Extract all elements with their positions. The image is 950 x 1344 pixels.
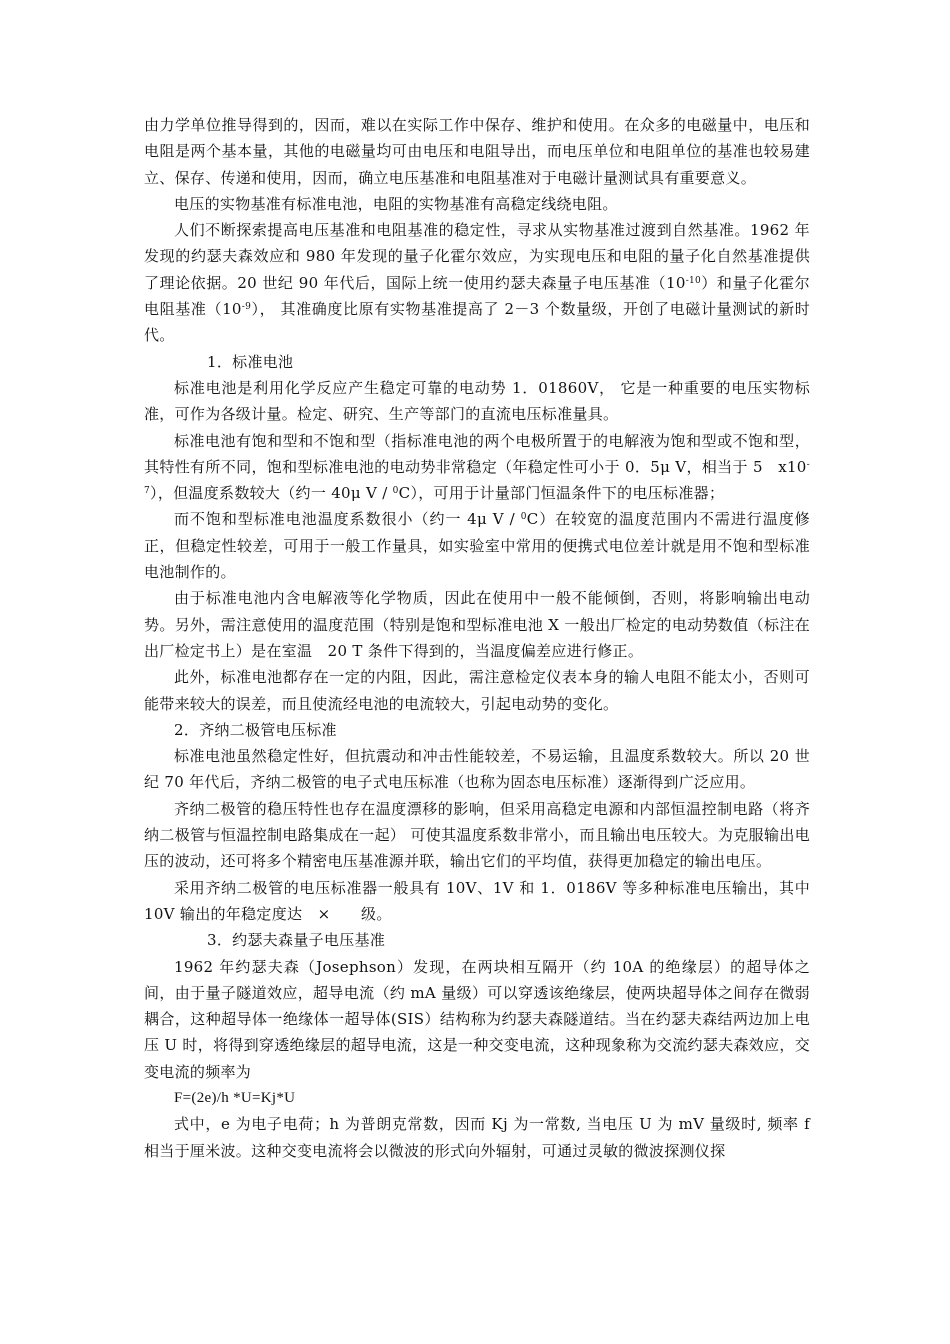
paragraph-3-part-b: ）和量子化霍尔电阻基准（10 xyxy=(144,273,810,319)
paragraph-5 xyxy=(144,428,810,507)
document-page xyxy=(144,112,810,1164)
exponent: 0 xyxy=(392,486,399,497)
paragraph-10: 齐纳二极管的稳压特性也存在温度漂移的影响，但采用高稳定电源和内部恒温控制电路（将齐纳二极管与恒温控制电路集成在一起） 可使其温度系数非常小，而且输出电压较大。为克服输出电压的波动，还可将多个精密电压基准源并联，输出它们的平均值，获得更加稳定的输出电压。 xyxy=(144,799,810,871)
formula: F=(2e)/h *U=Kj*U xyxy=(174,1089,296,1106)
paragraph-8: 此外，标准电池都存在一定的内阻，因此，需注意检定仪表本身的输人电阻不能太小，否则可能带来较大的误差，而且使流经电池的电流较大，引起电动势的变化。 xyxy=(144,668,810,713)
paragraph-5-part-a: 标准电池有饱和型和不饱和型（指标准电池的两个电极所置于的电解液为饱和型或不饱和型，其特性有所不同，饱和型标准电池的电动势非常稳定（年稳定性可小于 0．5μ V，相当于 5 x10 xyxy=(144,431,810,476)
exponent: -9 xyxy=(241,302,252,313)
section-heading-2: 2．齐纳二极管电压标准 xyxy=(174,720,337,739)
paragraph-6-part-a: 而不饱和型标准电池温度系数很小（约一 4μ V / xyxy=(174,510,521,529)
exponent: -10 xyxy=(685,275,702,286)
paragraph-7: 由于标准电池内含电解液等化学物质，因此在使用中一般不能倾倒，否则，将影响输出电动势。另外，需注意使用的温度范围（特别是饱和型标准电池 X 一般出厂检定的电动势数值（标注在出厂检定书上）是在室温 20 T 条件下得到的，当温度偏差应进行修正。 xyxy=(144,589,810,660)
section-heading-3: 3．约瑟夫森量子电压基准 xyxy=(207,931,386,950)
paragraph-3-part-a: 人们不断探索提高电压基准和电阻基准的稳定性，寻求从实物基准过渡到自然基准。1962 年发现的约瑟夫森效应和 980 年发现的量子化霍尔效应，为实现电压和电阻的量子化自然基准提供了理论依据。20 世纪 90 年代后，国际上统一使用约瑟夫森量子电压基准（10 xyxy=(144,221,810,292)
paragraph-11: 采用齐纳二极管的电压标准器一般具有 10V、1V 和 1．0186V 等多种标准电压输出，其中 10V 输出的年稳定度达 × 级。 xyxy=(144,878,810,923)
paragraph-2: 电压的实物基准有标准电池，电阻的实物基准有高稳定线绕电阻。 xyxy=(174,194,618,213)
paragraph-3-part-c: ）， 其准确度比原有实物基准提高了 2－3 个数量级，开创了电磁计量测试的新时代。 xyxy=(144,300,810,345)
paragraph-9: 标准电池虽然稳定性好，但抗震动和冲击性能较差，不易运输，且温度系数较大。所以 20 世纪 70 年代后，齐纳二极管的电子式电压标准（也称为固态电压标准）逐渐得到广泛应用。 xyxy=(144,747,810,792)
paragraph-12: 1962 年约瑟夫森（Josephson）发现，在两块相互隔开（约 10A 的绝缘层）的超导体之间，由于量子隧道效应，超导电流（约 mA 量级）可以穿透该绝缘层，使两块超导体之间存在微弱耦合，这种超导体一绝缘体一超导体(SIS）结构称为约瑟夫森隧道结。当在约瑟夫森结两边加上电压 U 时，将得到穿透绝缘层的超导电流，这是一种交变电流，这种现象称为交流约瑟夫森效应，交变电流的频率为 xyxy=(144,957,810,1081)
exponent: 0 xyxy=(520,512,527,523)
section-heading-1: 1．标准电池 xyxy=(207,352,294,371)
paragraph-1: 由力学单位推导得到的，因而，难以在实际工作中保存、维护和使用。在众多的电磁量中，电压和电阻是两个基本量，其他的电磁量均可由电压和电阻导出，而电压单位和电阻单位的基准也较易建立、保存、传递和使用，因而，确立电压基准和电阻基准对于电磁计量测试具有重要意义。 xyxy=(144,116,810,187)
paragraph-5-part-b: ），但温度系数较大（约一 40μ V / xyxy=(150,484,393,503)
paragraph-13: 式中，e 为电子电荷；h 为普朗克常数，因而 Kj 为一常数, 当电压 U 为 mV 量级时, 频率 f 相当于厘米波。这种交变电流将会以微波的形式向外辐射，可通过灵敏的微波探测仪探 xyxy=(144,1115,810,1160)
paragraph-6-part-b: C）在较宽的温度范围内不需进行温度修正，但稳定性较差，可用于一般工作量具，如实验室中常用的便携式电位差计就是用不饱和型标准电池制作的。 xyxy=(144,510,810,582)
paragraph-4: 标准电池是利用化学反应产生稳定可靠的电动势 1．01860V， 它是一种重要的电压实物标准，可作为各级计量。检定、研究、生产等部门的直流电压标准量具。 xyxy=(144,378,810,424)
paragraph-5-part-c: C），可用于计量部门恒温条件下的电压标准器； xyxy=(398,484,725,503)
paragraph-3 xyxy=(144,217,810,348)
exponent: -7 xyxy=(144,459,810,497)
paragraph-6 xyxy=(144,506,810,585)
